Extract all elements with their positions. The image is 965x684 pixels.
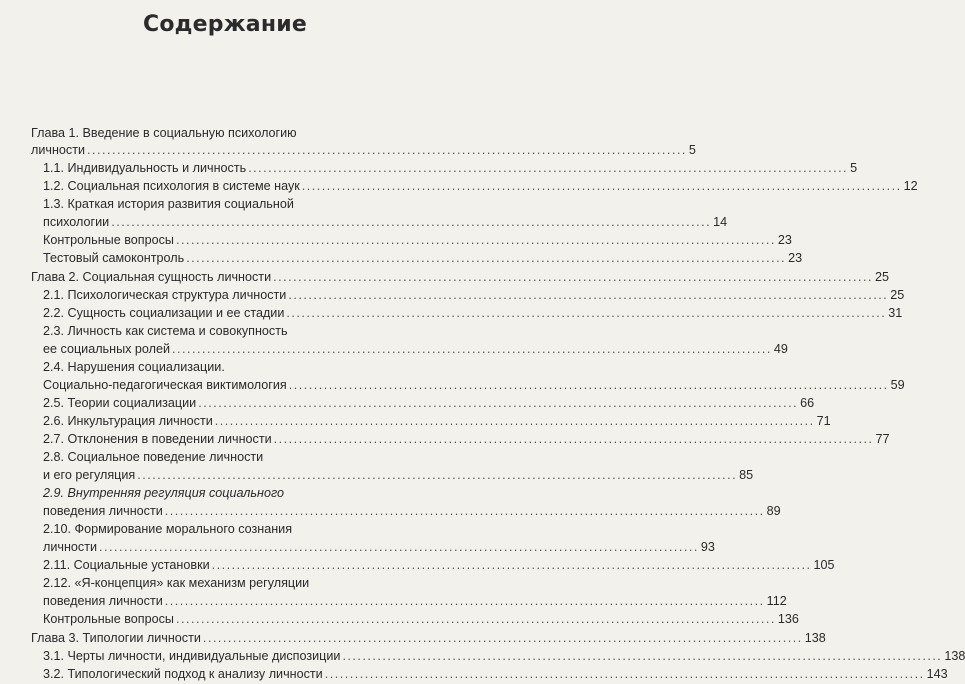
- toc-entry-title: 3.2. Типологический подход к анализу личности: [43, 667, 323, 681]
- toc-entry-title: 2.11. Социальные установки: [43, 558, 210, 572]
- toc-entry-title: 2.4. Нарушения социализации.: [43, 360, 225, 374]
- dot-leader: ........................................................................................................................: [324, 667, 925, 681]
- dot-leader: ........................................................................................................................: [87, 143, 687, 157]
- toc-entry-title: Тестовый самоконтроль: [43, 251, 185, 265]
- toc-entry-title: 2.12. «Я-концепция» как механизм регуляции: [43, 576, 310, 590]
- dot-leader: ........................................................................................................................: [286, 306, 887, 320]
- page-number: 25: [874, 270, 889, 284]
- dot-leader: ........................................................................................................................: [111, 215, 712, 229]
- toc-entry-title: поведения личности: [43, 504, 163, 518]
- dot-leader: ........................................................................................................................: [211, 558, 812, 572]
- page-number: 66: [800, 396, 815, 410]
- toc-line: [0, 630, 826, 647]
- page-number: 143: [926, 667, 948, 681]
- toc-entry-title: личности: [43, 540, 98, 554]
- toc-entry-title: 2.2. Сущность социализации и ее стадии: [43, 306, 285, 320]
- toc-entry-title: 1.1. Индивидуальность и личность: [43, 161, 247, 175]
- toc-line: [0, 593, 787, 610]
- dot-leader: ........................................................................................................................: [248, 161, 849, 175]
- toc-entry-title: 2.9. Внутренняя регуляция социального: [43, 486, 285, 500]
- dot-leader: ........................................................................................................................: [202, 631, 803, 645]
- dot-leader: ........................................................................................................................: [342, 649, 943, 663]
- toc-entry-title: Контрольные вопросы: [43, 612, 174, 626]
- dot-leader: ........................................................................................................................: [164, 594, 765, 608]
- toc-entry-title: 2.1. Психологическая структура личности: [43, 288, 287, 302]
- toc-entry-title: 2.6. Инкультурация личности: [43, 414, 213, 428]
- page-number: 138: [804, 631, 826, 645]
- toc-entry-title: 2.8. Социальное поведение личности: [43, 450, 264, 464]
- page-number: 23: [777, 233, 792, 247]
- toc-line: [0, 250, 803, 267]
- toc-entry-title: 2.5. Теории социализации: [43, 396, 197, 410]
- toc-entry-title: 3.1. Черты личности, индивидуальные диспозиции: [43, 649, 341, 663]
- toc-line: [0, 575, 450, 592]
- dot-leader: ........................................................................................................................: [214, 414, 815, 428]
- toc-entry-title: 2.7. Отклонения в поведении личности: [43, 432, 272, 446]
- page-number: 105: [813, 558, 835, 572]
- toc-entry-title: Глава 3. Типологии личности: [31, 631, 201, 645]
- page-number: 49: [773, 342, 788, 356]
- toc-line: [0, 323, 450, 340]
- toc-line: [0, 648, 965, 665]
- dot-leader: ........................................................................................................................: [175, 233, 776, 247]
- toc-entry-title: Глава 1. Введение в социальную психологию: [31, 126, 297, 140]
- dot-leader: ........................................................................................................................: [273, 270, 873, 284]
- page-number: 89: [766, 504, 781, 518]
- toc-line: [0, 539, 715, 556]
- toc-entry-title: 1.2. Социальная психология в системе наук: [43, 179, 300, 193]
- page-title: Содержание: [143, 12, 307, 37]
- toc-line: [0, 142, 696, 159]
- toc-entry-title: Социально-педагогическая виктимология: [43, 378, 287, 392]
- page-number: 23: [788, 251, 803, 265]
- dot-leader: ........................................................................................................................: [137, 468, 738, 482]
- toc-line: [0, 269, 889, 286]
- dot-leader: ........................................................................................................................: [186, 251, 787, 265]
- dot-leader: ........................................................................................................................: [288, 378, 889, 392]
- page-number: 14: [713, 215, 728, 229]
- dot-leader: ........................................................................................................................: [288, 288, 889, 302]
- page-number: 25: [890, 288, 905, 302]
- toc-line: [0, 611, 799, 628]
- toc-entry-title: 2.3. Личность как система и совокупность: [43, 324, 288, 338]
- toc-line: [0, 178, 918, 195]
- toc-entry-title: личности: [31, 143, 86, 157]
- toc-line: [0, 521, 450, 538]
- toc-entry-title: Глава 2. Социальная сущность личности: [31, 270, 272, 284]
- toc-entry-title: поведения личности: [43, 594, 163, 608]
- toc-entry-title: 1.3. Краткая история развития социальной: [43, 197, 294, 211]
- dot-leader: ........................................................................................................................: [164, 504, 765, 518]
- page-number: 136: [777, 612, 799, 626]
- toc-line: [0, 160, 858, 177]
- dot-leader: ........................................................................................................................: [172, 342, 772, 356]
- dot-leader: ........................................................................................................................: [175, 612, 776, 626]
- toc-line: [0, 341, 788, 358]
- toc-line: [0, 359, 450, 376]
- page-number: 5: [688, 143, 696, 157]
- toc-line: [0, 413, 831, 430]
- toc-line: [0, 214, 728, 231]
- dot-leader: ........................................................................................................................: [198, 396, 799, 410]
- toc-line: [0, 666, 948, 683]
- toc-line: [0, 449, 450, 466]
- toc-entry-title: ее социальных ролей: [43, 342, 171, 356]
- toc-line: [0, 485, 450, 502]
- toc-line: [0, 395, 815, 412]
- toc-entry-title: Контрольные вопросы: [43, 233, 174, 247]
- toc-line: [0, 431, 890, 448]
- toc-entry-title: и его регуляция: [43, 468, 136, 482]
- page-number: 93: [700, 540, 715, 554]
- toc-line: [0, 125, 450, 142]
- toc-line: [0, 287, 905, 304]
- page-number: 138: [944, 649, 965, 663]
- toc-entry-title: 2.10. Формирование морального сознания: [43, 522, 293, 536]
- toc-entry-title: психологии: [43, 215, 110, 229]
- toc-line: [0, 232, 792, 249]
- dot-leader: ........................................................................................................................: [99, 540, 699, 554]
- page-number: 85: [739, 468, 754, 482]
- toc-line: [0, 467, 754, 484]
- toc-line: [0, 503, 781, 520]
- page-number: 31: [888, 306, 903, 320]
- toc-line: [0, 305, 903, 322]
- page-number: 112: [766, 594, 787, 608]
- page-number: 71: [816, 414, 831, 428]
- toc-line: [0, 196, 450, 213]
- dot-leader: ........................................................................................................................: [273, 432, 874, 446]
- toc-line: [0, 377, 905, 394]
- toc-line: [0, 557, 835, 574]
- dot-leader: ........................................................................................................................: [301, 179, 902, 193]
- page-number: 12: [903, 179, 918, 193]
- page-number: 5: [850, 161, 858, 175]
- page-number: 59: [890, 378, 905, 392]
- page-number: 77: [875, 432, 890, 446]
